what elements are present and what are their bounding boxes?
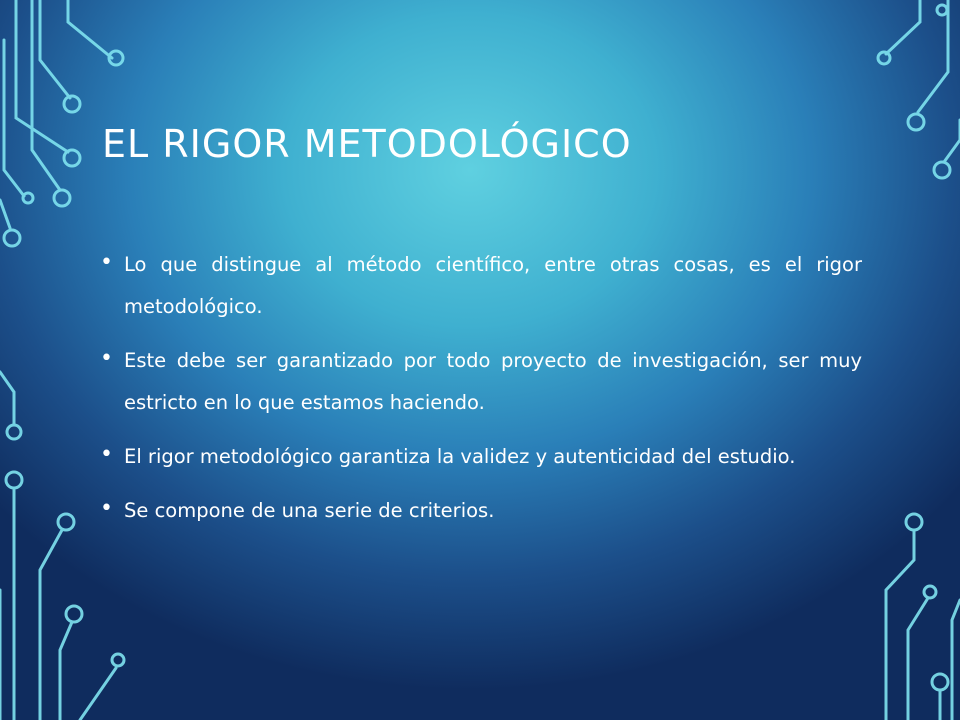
circuit-trace xyxy=(16,0,68,152)
circuit-trace xyxy=(908,598,928,720)
circuit-trace xyxy=(4,40,24,196)
bullet-marker: • xyxy=(100,250,113,275)
bullet-text: Este debe ser garantizado por todo proyecto de investigación, ser muy estricto en lo que estamos haciendo. xyxy=(124,349,862,414)
circuit-trace xyxy=(68,0,112,58)
circuit-node xyxy=(4,230,20,246)
bullet-marker: • xyxy=(100,346,113,371)
circuit-node xyxy=(924,586,936,598)
circuit-node xyxy=(932,674,948,690)
circuit-node xyxy=(906,514,922,530)
bullet-text: El rigor metodológico garantiza la validez y autenticidad del estudio. xyxy=(124,445,796,468)
circuit-trace xyxy=(944,120,960,162)
bullet-item xyxy=(100,340,862,424)
circuit-trace xyxy=(60,622,72,720)
bullet-item xyxy=(100,490,862,532)
circuit-node xyxy=(58,514,74,530)
circuit-node xyxy=(937,5,947,15)
bullet-list xyxy=(100,244,862,544)
bullet-item xyxy=(100,244,862,328)
circuit-node xyxy=(64,96,80,112)
circuit-node xyxy=(7,425,21,439)
circuit-trace xyxy=(80,668,116,720)
circuit-node xyxy=(934,162,950,178)
circuit-trace xyxy=(40,530,62,720)
circuit-node xyxy=(878,52,890,64)
circuit-trace xyxy=(0,200,10,228)
bullet-marker: • xyxy=(100,496,113,521)
circuit-trace xyxy=(886,530,914,720)
slide-title: EL RIGOR METODOLÓGICO xyxy=(102,122,632,166)
circuit-node xyxy=(6,472,22,488)
circuit-node xyxy=(109,51,123,65)
circuit-trace xyxy=(918,0,948,112)
circuit-trace xyxy=(886,0,920,54)
bullet-marker: • xyxy=(100,442,113,467)
circuit-trace xyxy=(40,0,70,98)
circuit-trace xyxy=(952,600,960,720)
circuit-node xyxy=(54,190,70,206)
bullet-item xyxy=(100,436,862,478)
bullet-text: Lo que distingue al método científico, entre otras cosas, es el rigor metodológico. xyxy=(124,253,862,318)
circuit-node xyxy=(66,606,82,622)
circuit-node xyxy=(23,193,33,203)
circuit-node xyxy=(64,150,80,166)
circuit-trace xyxy=(32,0,60,190)
circuit-node xyxy=(112,654,124,666)
circuit-node xyxy=(908,114,924,130)
bullet-text: Se compone de una serie de criterios. xyxy=(124,499,495,522)
circuit-trace xyxy=(0,372,14,424)
